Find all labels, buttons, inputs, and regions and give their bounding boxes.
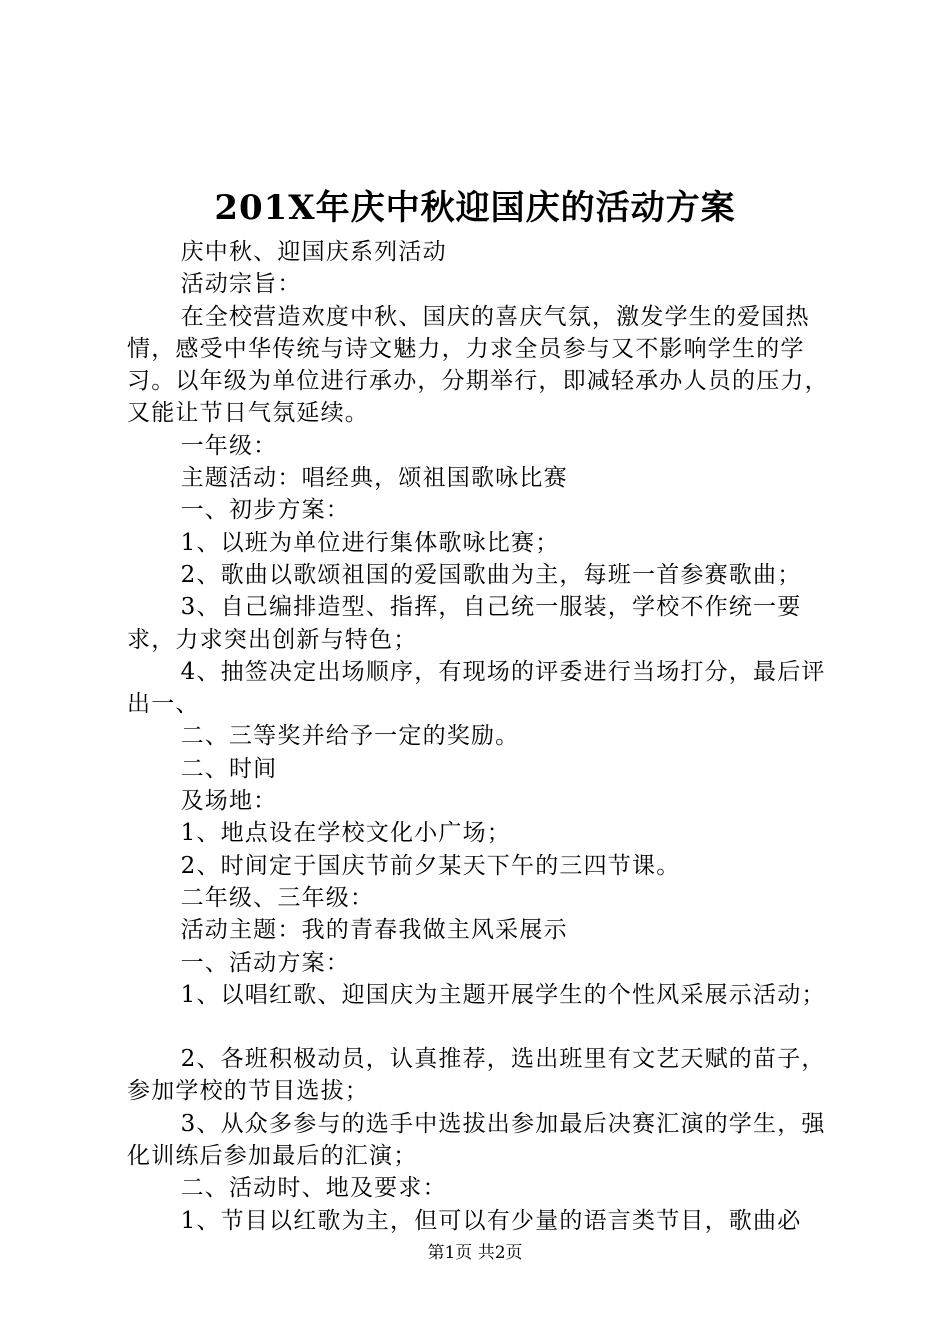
paragraph: 一、初步方案： [180,497,350,524]
paragraph: 1、以唱红歌、迎国庆为主题开展学生的个性风采展示活动； [180,981,826,1008]
paragraph: 3、自己编排造型、指挥，自己统一服装，学校不作统一要求，力求突出创新与特色； [127,594,802,653]
paragraph: 活动主题：我的青春我做主风采展示 [180,917,568,944]
paragraph: 二、三等奖并给予一定的奖励。 [180,723,520,750]
document-title: 201X年庆中秋迎国庆的活动方案 [214,188,736,228]
paragraph: 1、节目以红歌为主，但可以有少量的语言类节目，歌曲必 [180,1207,802,1234]
paragraph: 及场地： [180,788,278,815]
paragraph: 二、活动时、地及要求： [180,1175,447,1202]
paragraph: 3、从众多参与的选手中选拔出参加最后决赛汇演的学生，强化训练后参加最后的汇演； [127,1110,826,1170]
blank-line [127,1011,839,1043]
paragraph: 一、活动方案： [180,949,350,976]
page-number-footer: 第1页 共2页 [427,1243,523,1263]
paragraph: 活动宗旨： [180,271,302,298]
paragraph: 一年级： [180,432,278,459]
paragraph: 4、抽签决定出场顺序，有现场的评委进行当场打分，最后评出一、 [127,658,826,718]
paragraph: 1、以班为单位进行集体歌咏比赛； [180,529,560,556]
paragraph: 1、地点设在学校文化小广场； [180,820,512,847]
document-body [127,236,839,1237]
paragraph: 在全校营造欢度中秋、国庆的喜庆气氛，激发学生的爱国热情，感受中华传统与诗文魅力，力求全员参与又不影响学生的学习。以年级为单位进行承办，分期举行，即减轻承办人员的压力，又能让节日气氛延续。 [127,303,829,427]
paragraph: 2、时间定于国庆节前夕某天下午的三四节课。 [180,852,681,879]
paragraph: 主题活动：唱经典，颂祖国歌咏比赛 [180,465,568,492]
paragraph: 二年级、三年级： [180,884,375,911]
paragraph: 2、歌曲以歌颂祖国的爱国歌曲为主，每班一首参赛歌曲； [180,561,802,588]
paragraph: 庆中秋、迎国庆系列活动 [180,239,447,265]
paragraph: 2、各班积极动员，认真推荐，选出班里有文艺天赋的苗子，参加学校的节目选拔； [127,1046,826,1105]
paragraph: 二、时间 [180,755,278,782]
